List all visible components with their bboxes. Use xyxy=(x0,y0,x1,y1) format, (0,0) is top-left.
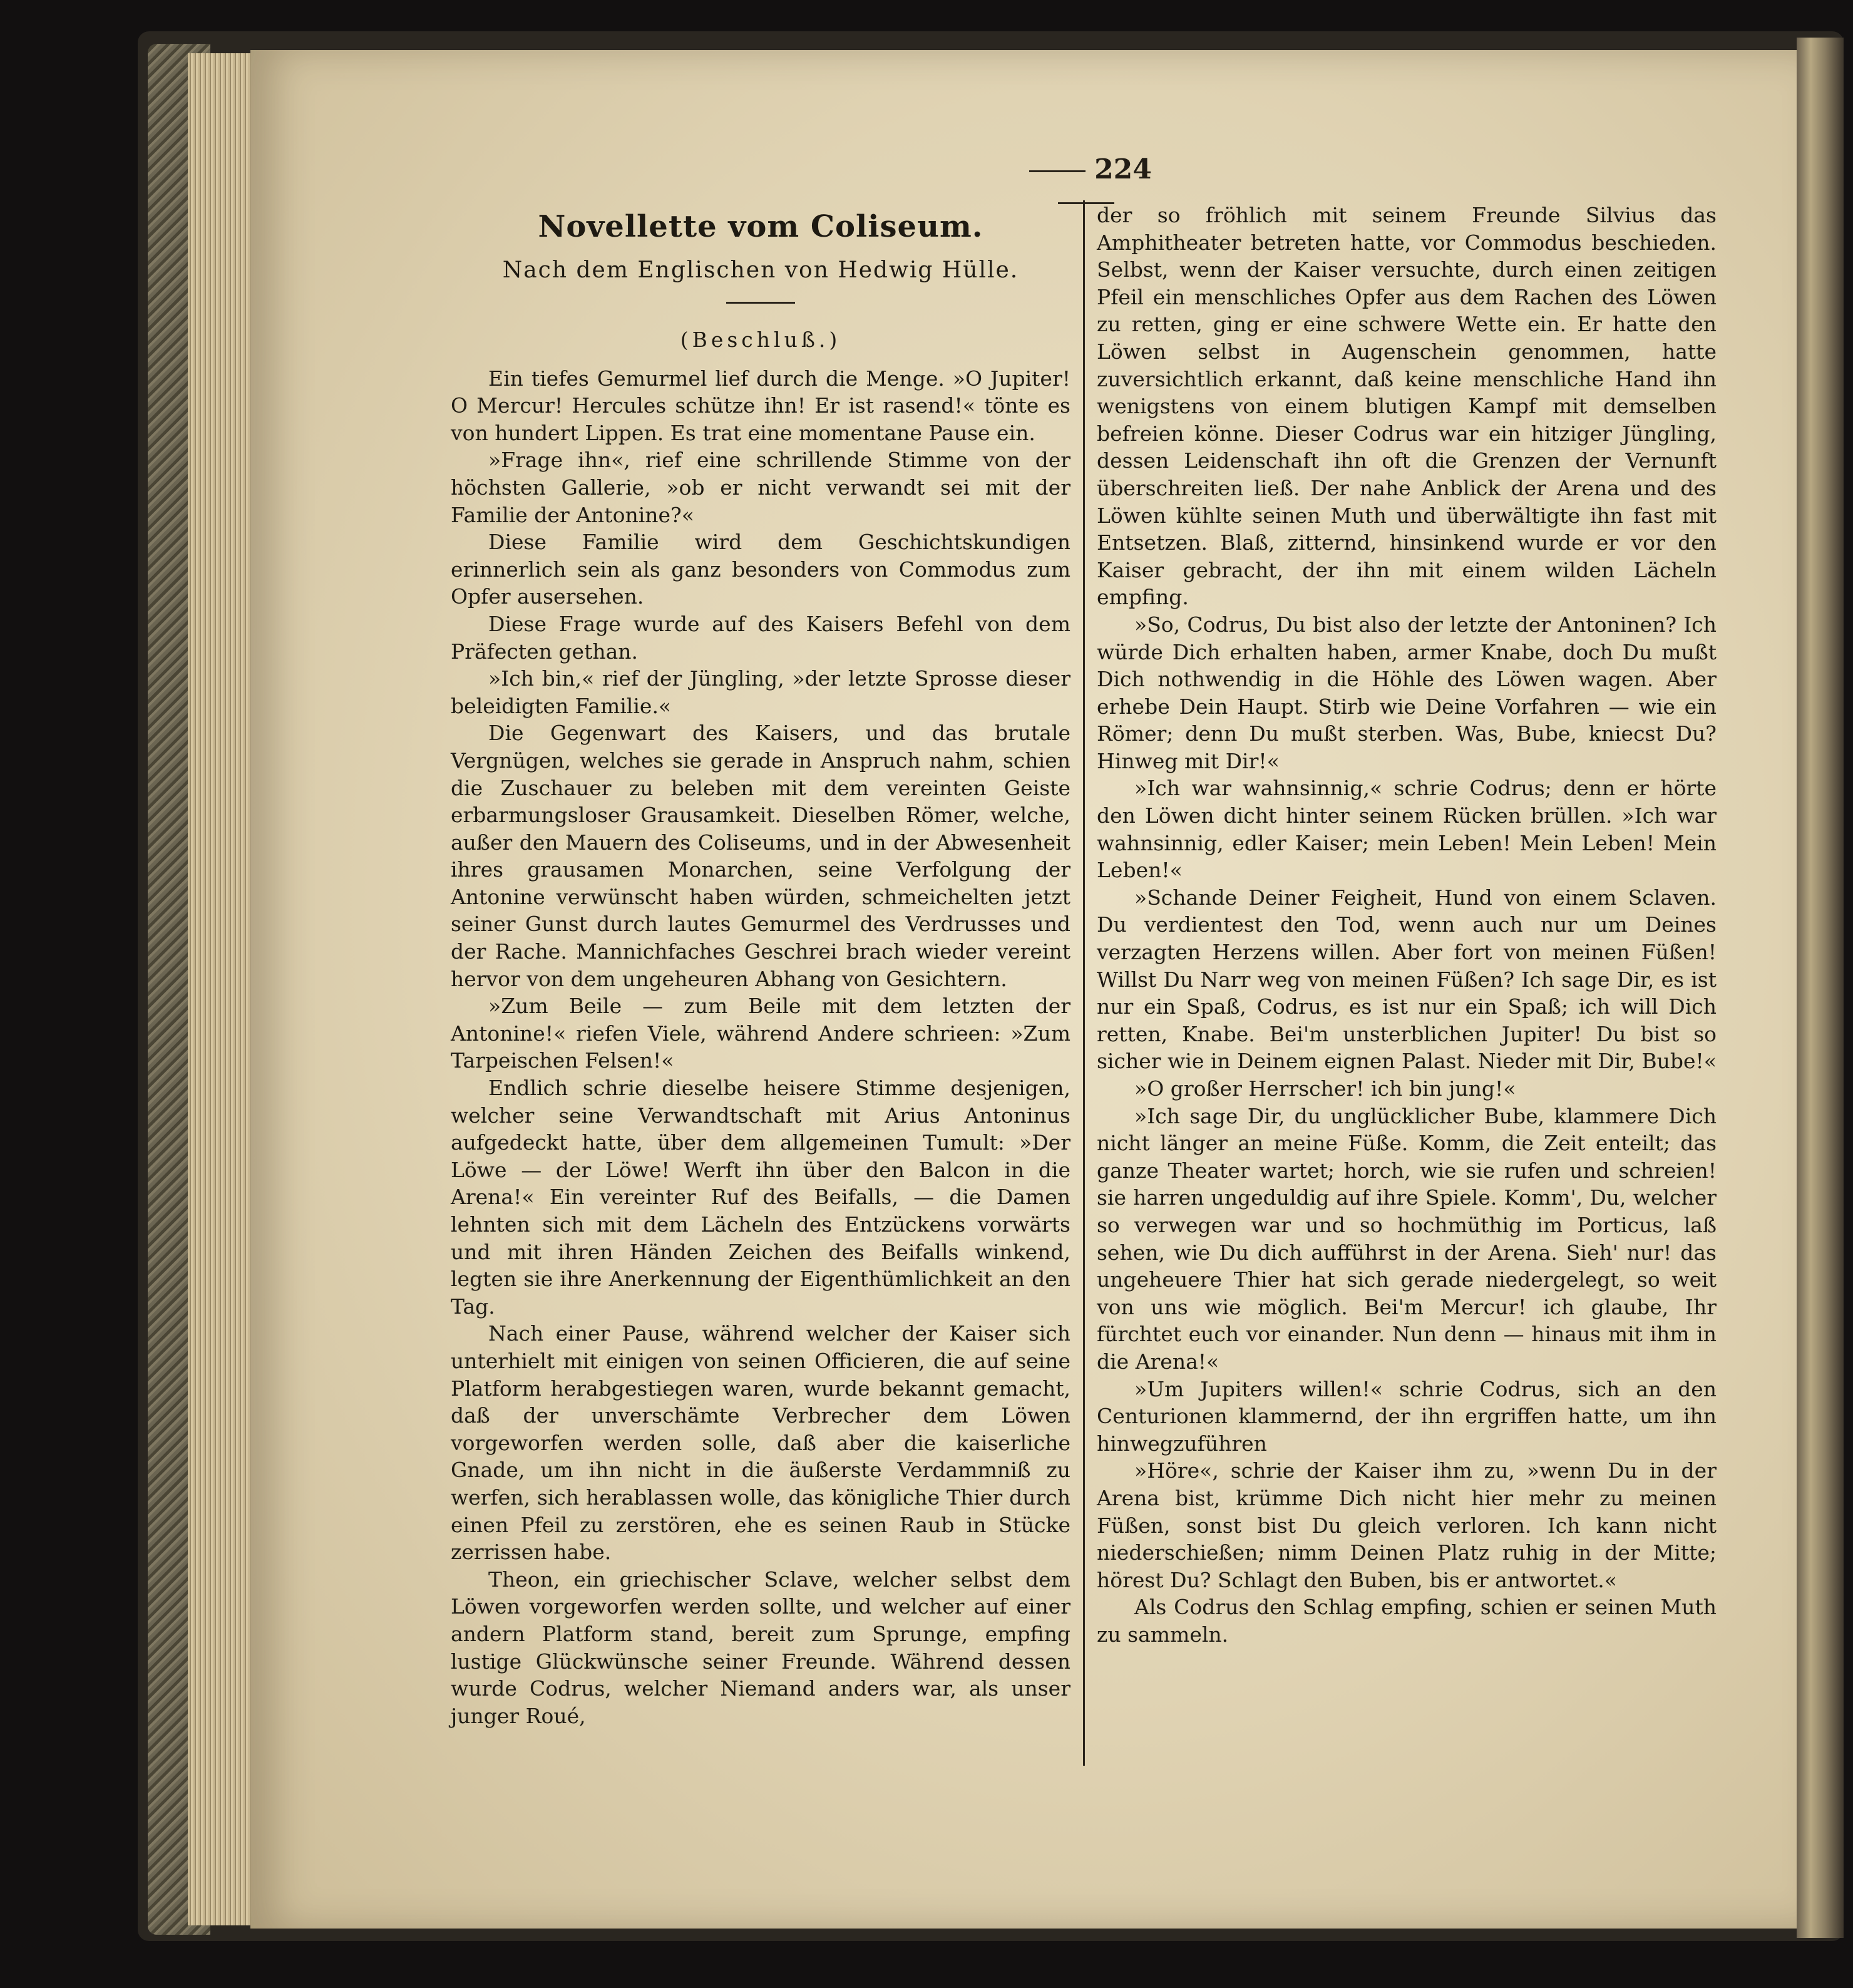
article-subtitle: Nach dem Englischen von Hedwig Hülle. xyxy=(502,257,1019,283)
paragraph: »Ich bin,« rief der Jüngling, »der letzte Sprosse dieser beleidigten Familie.« xyxy=(451,666,1070,718)
paragraph: Theon, ein griechischer Sclave, welcher selbst dem Löwen vorgeworfen werden sollte, und welcher auf einer andern Platform stand, bereit zum Sprunge, empfing lustige Glückwünsche seiner Freunde. Während dessen wurde Codrus, welcher Niemand anders war, als unser junger Roué, xyxy=(451,1567,1070,1728)
paragraph: Ein tiefes Gemurmel lief durch die Menge. »O Jupiter! O Mercur! Hercules schütze ihn! Er ist rasend!« tönte es von hundert Lippen. Es trat eine momentane Pause ein. xyxy=(451,366,1070,445)
paragraph: »Höre«, schrie der Kaiser ihm zu, »wenn Du in der Arena bist, krümme Dich nicht hier mehr zu meinen Füßen, sonst bist Du gleich verloren. Ich kann nicht niederschießen; nimm Deinen Platz ruhig in der Mitte; hörest Du? Schlagt den Buben, bis er antwortet.« xyxy=(1097,1458,1717,1592)
paragraph: Als Codrus den Schlag empfing, schien er seinen Muth zu sammeln. xyxy=(1097,1595,1717,1647)
right-column xyxy=(1097,202,1717,1648)
paragraph: »Zum Beile — zum Beile mit dem letzten der Antonine!« riefen Viele, während Andere schrieen: »Zum Tarpeischen Felsen!« xyxy=(451,994,1070,1073)
paragraph: »Um Jupiters willen!« schrie Codrus, sich an den Centurionen klammernd, der ihn ergriffen hatte, um ihn hinwegzuführen xyxy=(1097,1376,1717,1456)
article-title: Novellette vom Coliseum. xyxy=(538,209,983,244)
left-column xyxy=(451,207,1070,1729)
paragraph: »O großer Herrscher! ich bin jung!« xyxy=(1134,1076,1516,1101)
paragraph: Die Gegenwart des Kaisers, und das brutale Vergnügen, welches sie gerade in Anspruch nahm, schien die Zuschauer zu beleben mit dem vereinten Geiste erbarmungsloser Grausamkeit. Dieselben Römer, welche, außer den Mauern des Coliseums, und in der Abwesenheit ihres grausamen Monarchen, seine Verfolgung der Antonine verwünscht haben würden, schmeichelten jetzt seiner Gunst durch lautes Gemurmel des Verdrusses und der Rache. Mannichfaches Geschrei brach wieder vereint hervor von dem ungeheuren Abhang von Gesichtern. xyxy=(451,721,1070,991)
paragraph: Diese Familie wird dem Geschichtskundigen erinnerlich sein als ganz besonders von Commodus zum Opfer ausersehen. xyxy=(451,530,1070,609)
paragraph: Nach einer Pause, während welcher der Kaiser sich unterhielt mit einigen von seinen Officieren, die auf seine Platform herabgestiegen waren, wurde bekannt gemacht, daß der unverschämte Verbrecher dem Löwen vorgeworfen werden solle, daß aber die kaiserliche Gnade, um ihn nicht in die äußerste Verdammniß zu werfen, sich herablassen wolle, das königliche Thier durch einen Pfeil zu zerstören, ehe es seinen Raub in Stücke zerrissen habe. xyxy=(451,1321,1070,1565)
paragraph: »Ich war wahnsinnig,« schrie Codrus; denn er hörte den Löwen dicht hinter seinem Rücken brüllen. »Ich war wahnsinnig, edler Kaiser; mein Leben! Mein Leben! Mein Leben!« xyxy=(1097,776,1717,883)
title-rule xyxy=(726,302,795,304)
paragraph: »Ich sage Dir, du unglücklicher Bube, klammere Dich nicht länger an meine Füße. Komm, die Zeit enteilt; das ganze Theater wartet; horch, wie sie rufen und schreien! sie harren ungeduldig auf ihre Spiele. Komm', Du, welcher so verwegen war und so hochmüthig im Porticus, laß sehen, wie Du dich aufführst in der Arena. Sieh' nur! das ungeheuere Thier hat sich gerade niedergelegt, so weit von uns wie möglich. Bei'm Mercur! ich glaube, Ihr fürchtet euch vor einander. Nun denn — hinaus mit ihm in die Arena!« xyxy=(1097,1103,1717,1374)
conclusion-label: (Beschluß.) xyxy=(680,327,841,352)
paragraph: »So, Codrus, Du bist also der letzte der Antoninen? Ich würde Dich erhalten haben, armer Knabe, doch Du mußt Dich nothwendig in die Höhle des Löwen wagen. Aber erhebe Dein Haupt. Stirb wie Deine Vorfahren — wie ein Römer; denn Du mußt sterben. Was, Bube, kniecst Du? Hinweg mit Dir!« xyxy=(1097,612,1717,773)
paragraph: Endlich schrie dieselbe heisere Stimme desjenigen, welcher seine Verwandtschaft mit Arius Antoninus aufgedeckt hatte, über dem allgemeinen Tumult: »Der Löwe — der Löwe! Werft ihn über den Balcon in die Arena!« Ein vereinter Ruf des Beifalls, — die Damen lehnten sich mit dem Lächeln des Entzückens vorwärts und mit ihren Händen Zeichen des Beifalls winkend, legten sie ihre Anerkennung der Eigenthümlichkeit an den Tag. xyxy=(451,1076,1070,1319)
page-number-text: 224 xyxy=(1094,153,1152,185)
paragraph: »Schande Deiner Feigheit, Hund von einem Sclaven. Du verdientest den Tod, wenn auch nur um Deines verzagten Herzens willen. Aber fort von meinen Füßen! Willst Du Narr weg von meinen Füßen? Ich sage Dir, es ist nur ein Spaß, Codrus, es ist nur ein Spaß; ich will Dich retten, Knabe. Bei'm unsterblichen Jupiter! Du bist so sicher wie in Deinem eignen Palast. Nieder mit Dir, Bube!« xyxy=(1097,885,1717,1074)
page-number-dash-left xyxy=(1029,170,1086,172)
paragraph: Diese Frage wurde auf des Kaisers Befehl von dem Präfecten gethan. xyxy=(451,611,1070,664)
column-divider xyxy=(1083,200,1085,1766)
right-page-edge xyxy=(1797,38,1844,1938)
paragraph: »Frage ihn«, rief eine schrillende Stimme von der höchsten Gallerie, »ob er nicht verwandt sei mit der Familie der Antonine?« xyxy=(451,448,1070,527)
paragraph: der so fröhlich mit seinem Freunde Silvius das Amphitheater betreten hatte, vor Commodus beschieden. Selbst, wenn der Kaiser versuchte, durch einen zeitigen Pfeil ein menschliches Opfer aus dem Rachen des Löwen zu retten, ging er eine schwere Wette ein. Er hatte den Löwen selbst in Augenschein genommen, hatte zuversichtlich erkannt, daß keine menschliche Hand ihn wenigstens von einem blutigen Kampf mit demselben befreien könne. Dieser Codrus war ein hitziger Jüngling, dessen Leidenschaft ihn oft die Grenzen der Vernunft überschreiten ließ. Der nahe Anblick der Arena und des Löwen kühlte seinen Muth und überwältigte ihn fast mit Entsetzen. Blaß, zitternd, hinsinkend wurde er vor den Kaiser gebracht, der ihn mit einem wilden Lächeln empfing. xyxy=(1097,203,1717,610)
